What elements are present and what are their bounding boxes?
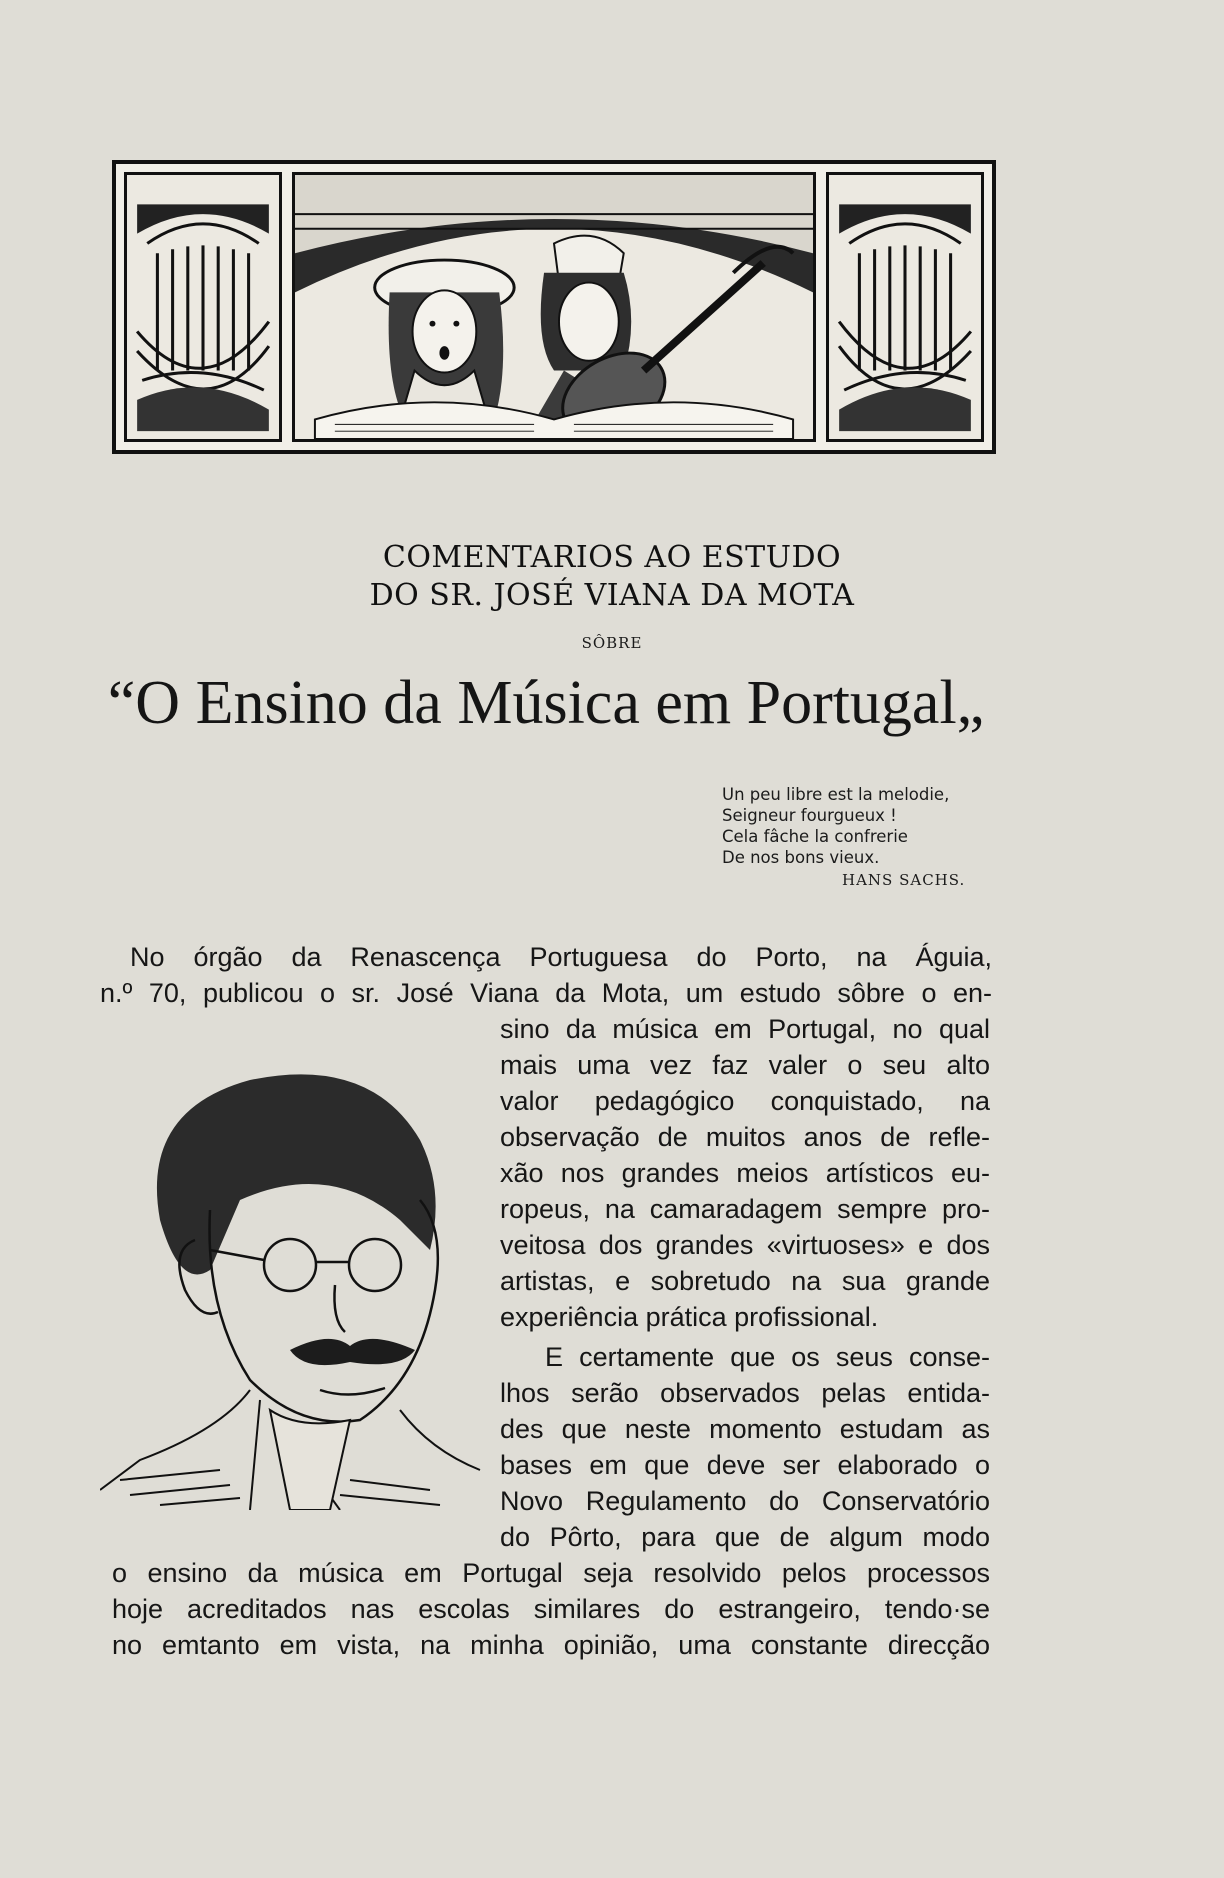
body-line: veitosa dos grandes «virtuoses» e dos (500, 1230, 990, 1260)
body-line: lhos serão observados pelas entida- (500, 1378, 990, 1408)
body-line: bases em que deve ser elaborado o (500, 1450, 990, 1480)
body-line: Novo Regulamento do Conservatório (500, 1486, 990, 1516)
body-line: des que neste momento estudam as (500, 1414, 990, 1444)
body-line: n.º 70, publicou o sr. José Viana da Mota, um estudo sôbre o en- (100, 978, 992, 1008)
heading-line-1: COMENTARIOS AO ESTUDO (382, 540, 842, 575)
body-line: sino da música em Portugal, no qual (500, 1014, 990, 1044)
body-line: no emtanto em vista, na minha opinião, uma constante direcção (112, 1630, 990, 1660)
epigraph-author: HANS SACHS. (842, 871, 966, 889)
body-line: No órgão da Renascença Portuguesa do Porto, na Águia, (130, 942, 992, 972)
epigraph (722, 784, 965, 891)
portrait-illustration (100, 1050, 500, 1510)
body-line: observação de muitos anos de refle- (500, 1122, 990, 1152)
body-line: E certamente que os seus conse- (545, 1342, 990, 1372)
epigraph-line: Seigneur fourgueux ! (722, 806, 897, 825)
body-line: experiência prática profissional. (500, 1302, 879, 1332)
epigraph-line: Un peu libre est la melodie, (722, 785, 950, 804)
epigraph-line: Cela fâche la confrerie (722, 827, 908, 846)
body-line: artistas, e sobretudo na sua grande (500, 1266, 990, 1296)
body-line: mais uma vez faz valer o seu alto (500, 1050, 990, 1080)
lyre-ornament-right (826, 172, 984, 442)
epigraph-line: De nos bons vieux. (722, 848, 880, 867)
body-line: xão nos grandes meios artísticos eu- (500, 1158, 990, 1188)
article-title: “O Ensino da Música em Portugal„ (107, 669, 985, 737)
heading-connector: SÔBRE (581, 634, 643, 652)
heading-line-2: DO SR. JOSÉ VIANA DA MOTA (369, 578, 855, 613)
body-line: ropeus, na camaradagem sempre pro- (500, 1194, 990, 1224)
body-line: valor pedagógico conquistado, na (500, 1086, 990, 1116)
header-ornament (112, 160, 996, 454)
body-line: do Pôrto, para que de algum modo (500, 1522, 990, 1552)
body-line: o ensino da música em Portugal seja resolvido pelos processos (112, 1558, 990, 1588)
lyre-ornament-left (124, 172, 282, 442)
illustration-singer-and-mandolinist (292, 172, 816, 442)
body-line: hoje acreditados nas escolas similares do estrangeiro, tendo·se (112, 1594, 990, 1624)
